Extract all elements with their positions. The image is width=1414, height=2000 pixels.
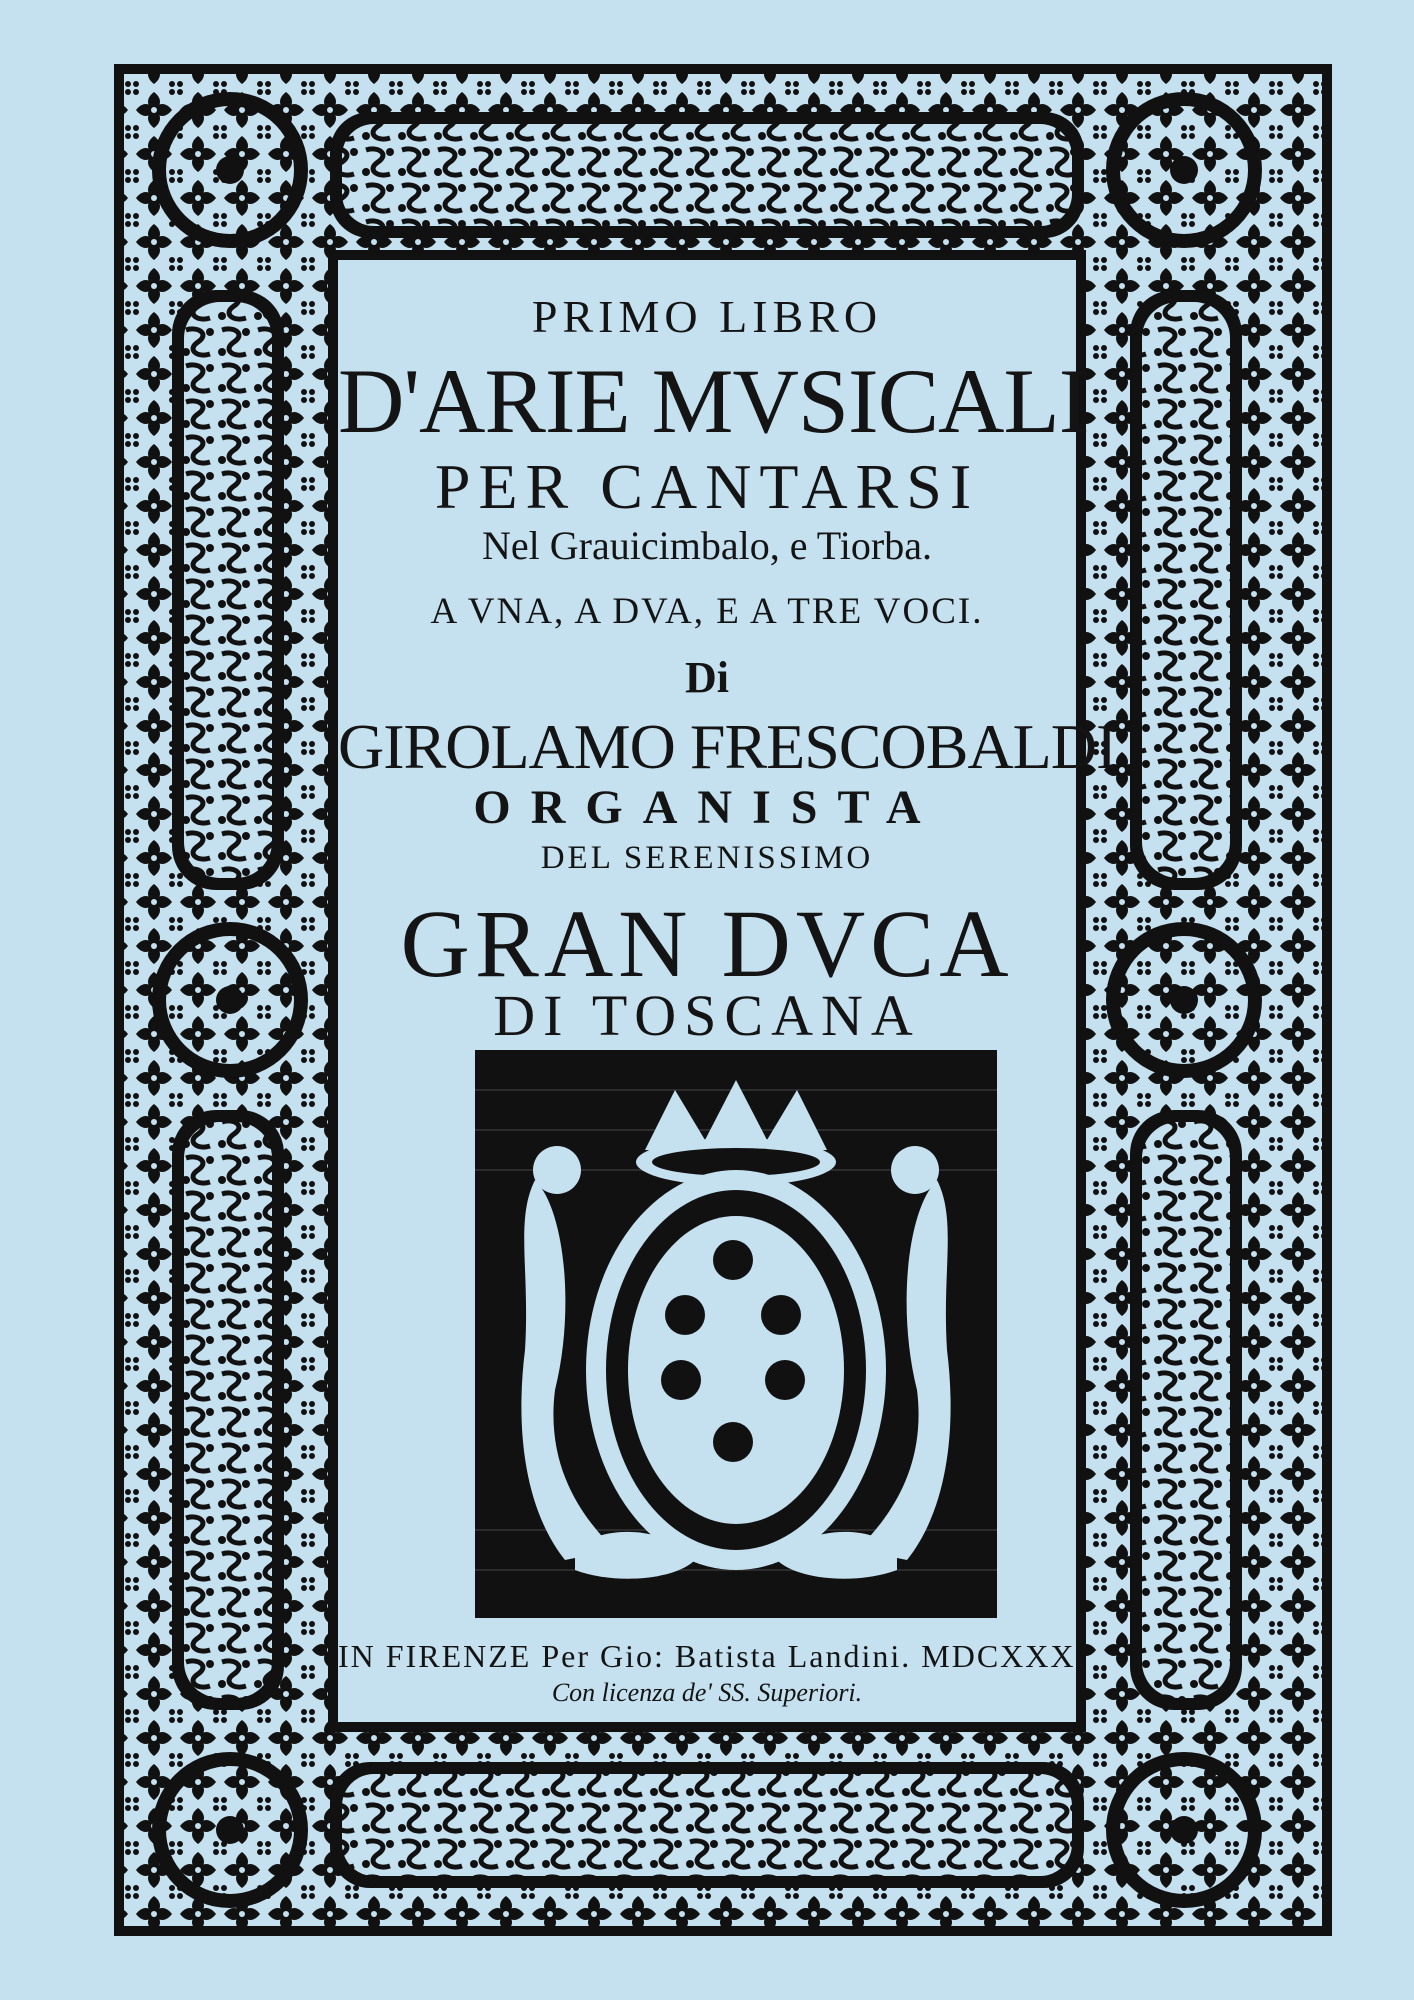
author-name: GIROLAMO FRESCOBALDI (338, 711, 1117, 782)
by-line: Di (685, 653, 729, 702)
patron-prefix: DEL SERENISSIMO (540, 840, 874, 876)
instruments-line: Nel Grauicimbalo, e Tiorba. (482, 523, 932, 568)
patron-region: DI TOSCANA (493, 983, 921, 1048)
author-role: ORGANISTA (473, 781, 941, 834)
main-title: D'ARIE MVSICALI (338, 350, 1089, 452)
patron-title: GRAN DVCA (400, 890, 1014, 997)
coat-of-arms-icon (475, 1050, 997, 1618)
imprint-line: IN FIRENZE Per Gio: Batista Landini. MDCXXX. (338, 1638, 1086, 1674)
subtitle: PER CANTARSI (434, 451, 980, 522)
book-number: PRIMO LIBRO (531, 291, 883, 342)
title-panel (338, 260, 1117, 1722)
voices-line: A VNA, A DVA, E A TRE VOCI. (430, 591, 984, 632)
license-line: Con licenza de' SS. Superiori. (551, 1678, 863, 1707)
